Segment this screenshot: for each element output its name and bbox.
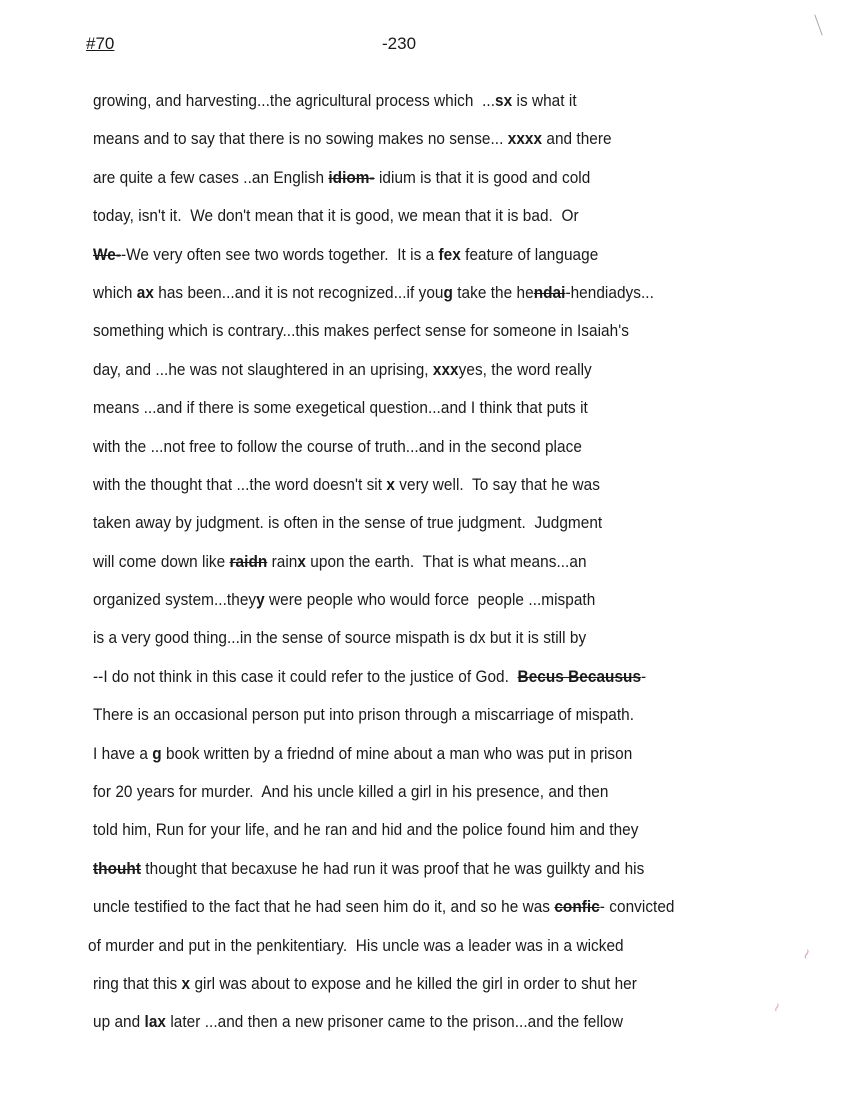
corner-mark — [814, 14, 822, 35]
struck-text: idiom- — [328, 168, 375, 187]
text-segment: for 20 years for murder. And his uncle killed a girl in his presence, and then — [93, 783, 609, 802]
text-segment: --I do not think in this case it could refer to the justice of God. — [93, 667, 518, 686]
overtyped-text: x — [181, 974, 191, 993]
text-line — [93, 551, 781, 589]
text-line — [93, 244, 781, 282]
overtyped-text: x — [297, 552, 306, 571]
struck-text: We- — [93, 245, 122, 264]
text-segment: and there — [542, 130, 612, 149]
struck-text: thouht — [93, 859, 141, 878]
overtyped-text: sx — [495, 92, 513, 110]
text-segment: very well. To say that he was — [394, 475, 600, 494]
text-segment: later ...and then a new prisoner came to the prison...and the fellow — [166, 1013, 624, 1032]
handwritten-annotation: ~ — [768, 999, 787, 1016]
overtyped-text: xxx — [432, 360, 459, 379]
text-line — [93, 282, 781, 320]
text-line — [93, 474, 781, 512]
overtyped-text: g — [152, 744, 162, 763]
text-segment: rain — [267, 552, 298, 571]
text-line — [93, 205, 781, 243]
struck-text: ndai — [533, 283, 566, 302]
text-segment: - — [641, 667, 647, 686]
text-segment: today, isn't it. We don't mean that it is good, we mean that it is bad. Or — [93, 207, 579, 226]
text-line — [93, 320, 781, 358]
text-line — [93, 627, 781, 665]
text-segment: upon the earth. That is what means...an — [305, 552, 587, 571]
text-line — [93, 896, 781, 934]
text-segment: organized system...they — [93, 591, 257, 610]
text-segment: growing, and harvesting...the agricultural process which ... — [93, 92, 496, 110]
text-line — [93, 512, 781, 550]
text-segment: is a very good thing...in the sense of source mispath is dx but it is still by — [93, 629, 587, 648]
overtyped-text: ax — [136, 283, 154, 302]
text-segment: day, and ...he was not slaughtered in an uprising, — [93, 360, 433, 379]
text-segment: are quite a few cases ..an English — [93, 168, 329, 187]
text-line — [93, 819, 781, 857]
text-segment: which — [93, 283, 137, 302]
text-segment: means and to say that there is no sowing makes no sense... — [93, 130, 508, 149]
text-segment: told him, Run for your life, and he ran and hid and the police found him and they — [93, 821, 639, 840]
text-line — [93, 704, 781, 742]
typewritten-body — [88, 90, 833, 1050]
text-segment: taken away by judgment. is often in the sense of true judgment. Judgment — [93, 514, 603, 533]
text-line — [93, 397, 781, 435]
text-segment: take the he — [452, 283, 534, 302]
text-line — [93, 167, 781, 205]
text-line — [93, 743, 781, 781]
overtyped-text: lax — [144, 1013, 167, 1032]
overtyped-text: x — [386, 475, 395, 494]
text-segment: There is an occasional person put into prison through a miscarriage of mispath. — [93, 706, 635, 725]
text-segment: -We very often see two words together. It is a — [121, 245, 439, 264]
text-segment: were people who would force people ...mispath — [264, 591, 596, 610]
overtyped-text: g — [443, 283, 453, 302]
text-segment: book written by a friednd of mine about a man who was put in prison — [161, 744, 633, 763]
text-line — [93, 359, 781, 397]
text-segment: - convicted — [599, 898, 675, 917]
text-line — [93, 973, 781, 1011]
text-segment: will come down like — [93, 552, 230, 571]
handwritten-annotation: ~ — [795, 945, 817, 963]
document-number: #70 — [86, 34, 115, 53]
text-line — [93, 858, 781, 896]
text-segment: I have a — [93, 744, 153, 763]
text-segment: girl was about to expose and he killed the girl in order to shut her — [190, 974, 637, 993]
text-segment: up and — [93, 1013, 145, 1032]
overtyped-text: fex — [438, 245, 461, 264]
text-segment: -hendiadys... — [565, 283, 654, 302]
text-line — [93, 90, 781, 128]
text-segment: thought that becaxuse he had run it was proof that he was guilkty and his — [140, 859, 645, 878]
text-segment: yes, the word really — [458, 360, 592, 379]
text-segment: idium is that it is good and cold — [374, 168, 591, 187]
text-line — [93, 128, 781, 166]
struck-text: Becus Becausus — [517, 667, 642, 686]
text-line — [93, 436, 781, 474]
text-segment: something which is contrary...this makes perfect sense for someone in Isaiah's — [93, 322, 629, 341]
text-line — [93, 1011, 781, 1049]
text-segment: of murder and put in the penkitentiary. His uncle was a leader was in a wicked — [88, 936, 624, 955]
text-segment: feature of language — [460, 245, 599, 264]
text-segment: is what it — [512, 92, 577, 110]
text-segment: means ...and if there is some exegetical question...and I think that puts it — [93, 399, 588, 418]
text-segment: with the ...not free to follow the course of truth...and in the second place — [93, 437, 582, 456]
text-line — [93, 781, 781, 819]
text-segment: ring that this — [93, 974, 182, 993]
text-segment: has been...and it is not recognized...if you — [153, 283, 444, 302]
struck-text: raidn — [229, 552, 268, 571]
struck-text: confic — [554, 898, 600, 917]
text-line — [93, 589, 781, 627]
text-line — [88, 935, 781, 973]
text-line — [93, 666, 781, 704]
text-segment: uncle testified to the fact that he had seen him do it, and so he was — [93, 898, 555, 917]
overtyped-text: y — [256, 591, 265, 610]
overtyped-text: xxxx — [507, 130, 543, 149]
text-segment: with the thought that ...the word doesn't sit — [93, 475, 387, 494]
page-number: -230 — [382, 34, 417, 53]
